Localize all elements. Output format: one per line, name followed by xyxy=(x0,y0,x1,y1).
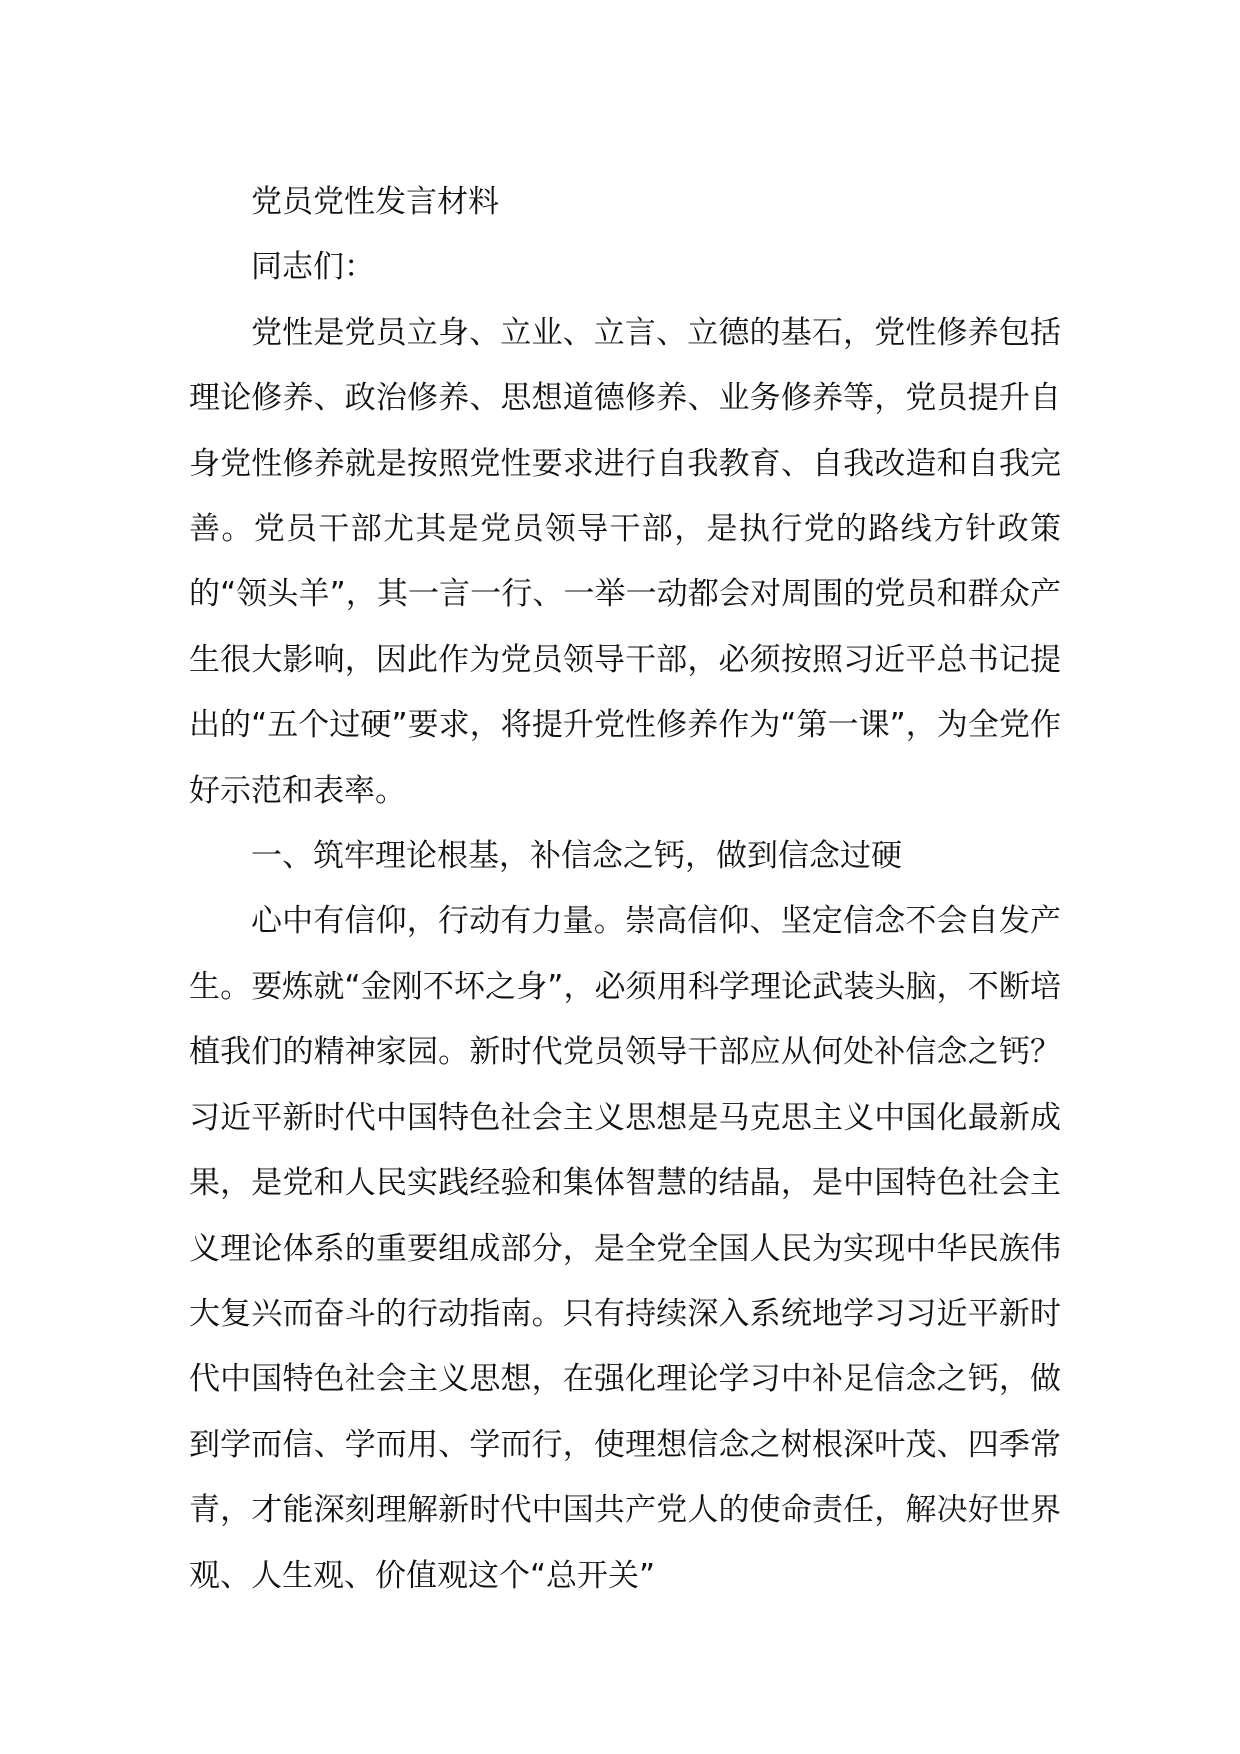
document-body xyxy=(189,170,1061,1609)
document-title: 党员党性发言材料 xyxy=(251,184,499,220)
paragraph-intro: 党性是党员立身、立业、立言、立德的基石，党性修养包括理论修养、政治修养、思想道德修养、业务修养等，党员提升自身党性修养就是按照党性要求进行自我教育、自我改造和自我完善。党员干部尤其是党员领导干部，是执行党的路线方针政策的“领头羊”，其一言一行、一举一动都会对周围的党员和群众产生很大影响，因此作为党员领导干部，必须按照习近平总书记提出的“五个过硬”要求，将提升党性修养作为“第一课”，为全党作好示范和表率。 xyxy=(189,314,1061,809)
paragraph-section-1: 心中有信仰，行动有力量。崇高信仰、坚定信念不会自发产生。要炼就“金刚不坏之身”，必须用科学理论武装头脑，不断培植我们的精神家园。新时代党员领导干部应从何处补信念之钙？习近平新时代中国特色社会主义思想是马克思主义中国化最新成果，是党和人民实践经验和集体智慧的结晶，是中国特色社会主义理论体系的重要组成部分，是全党全国人民为实现中华民族伟大复兴而奋斗的行动指南。只有持续深入系统地学习习近平新时代中国特色社会主义思想，在强化理论学习中补足信念之钙，做到学而信、学而用、学而行，使理想信念之树根深叶茂、四季常青，才能深刻理解新时代中国共产党人的使命责任，解决好世界观、人生观、价值观这个“总开关” xyxy=(189,903,1061,1594)
section-heading-1: 一、筑牢理论根基，补信念之钙，做到信念过硬 xyxy=(251,838,902,875)
salutation: 同志们： xyxy=(251,249,375,286)
